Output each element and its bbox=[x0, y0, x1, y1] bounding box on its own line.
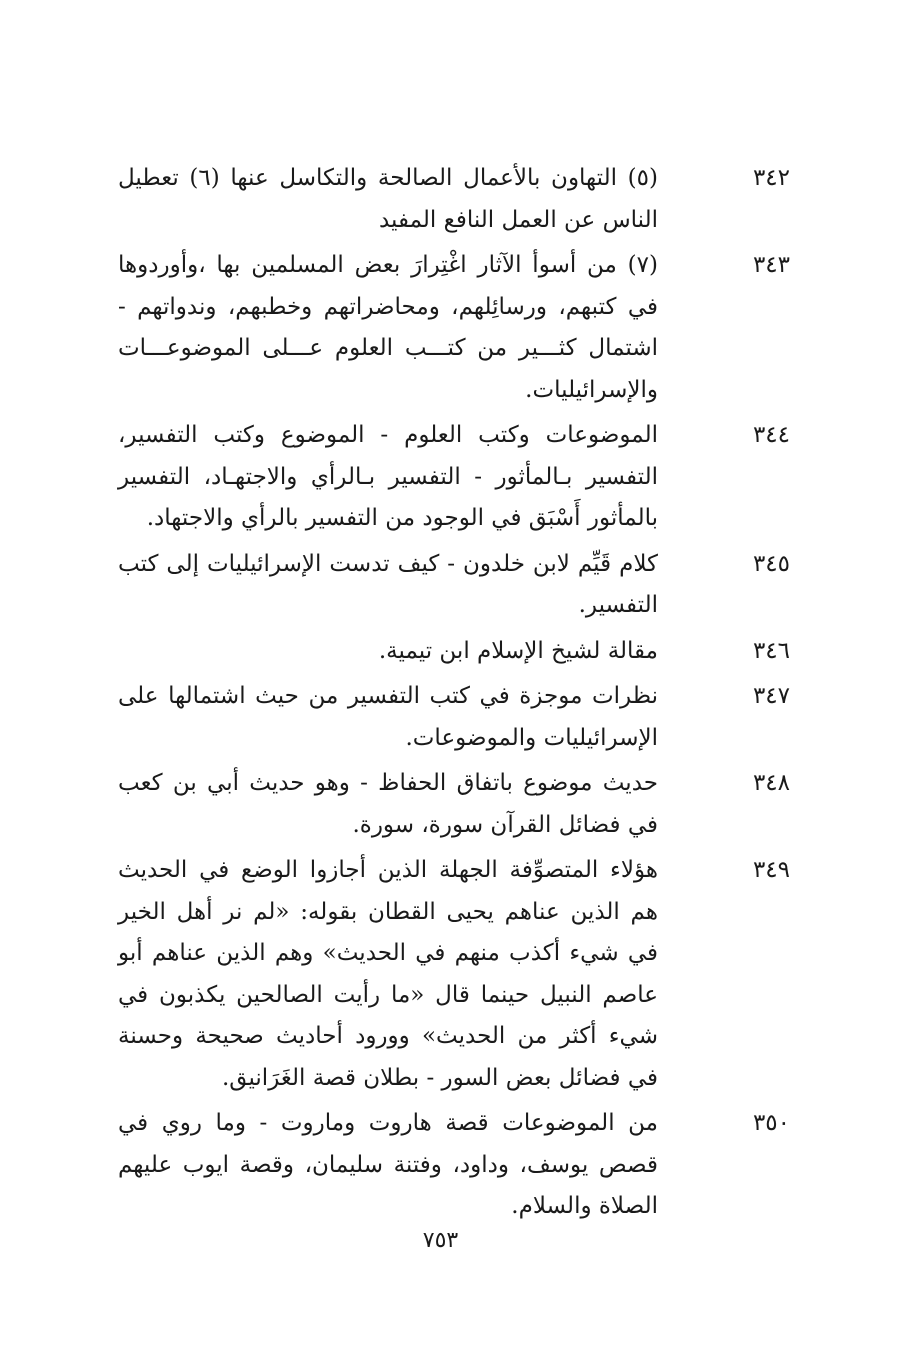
entry-text: حديث موضوع باتفاق الحفاظ - وهو حديث أبي بن كعب في فضائل القرآن سورة، سورة. bbox=[118, 770, 658, 838]
page-number: ٣٤٤ bbox=[752, 422, 790, 448]
list-item bbox=[118, 1103, 798, 1228]
page-number: ٣٤٥ bbox=[752, 550, 790, 577]
page-number: ٣٤٢ bbox=[752, 165, 790, 191]
page-number: ٣٤٧ bbox=[752, 683, 790, 709]
entry-text: نظرات موجزة في كتب التفسير من حيث اشتمالها على الإسرائيليات والموضوعات. bbox=[118, 683, 658, 751]
entry-text: كلام قَيِّم لابن خلدون - كيف تدست الإسرائيليات إلى كتب التفسير. bbox=[118, 550, 658, 618]
list-item bbox=[118, 763, 798, 846]
list-item bbox=[118, 631, 798, 673]
page-number: ٣٥٠ bbox=[752, 1110, 790, 1136]
page-number: ٣٤٩ bbox=[752, 857, 790, 883]
entry-text: الموضوعات وكتب العلوم - الموضوع وكتب التفسير، التفسير بـالمأثور - التفسير بـالرأي والاجتهـاد، التفسير بالمأثور أَسْبَق في الوجود من التفسير بالرأي والاجتهاد. bbox=[118, 422, 658, 531]
list-item bbox=[118, 158, 798, 241]
page-footer-number: ٧٥٣ bbox=[422, 1228, 459, 1253]
entry-text: (٥) التهاون بالأعمال الصالحة والتكاسل عنها (٦) تعطيل الناس عن العمل النافع المفيد bbox=[118, 165, 658, 233]
contents-list bbox=[118, 158, 798, 1232]
entry-text: هؤلاء المتصوِّفة الجهلة الذين أجازوا الوضع في الحديث هم الذين عناهم يحيى القطان بقوله: «لم نر أهل الخير في شيء أكذب منهم في الحديث» وهم الذين عناهم أبو عاصم النبيل حينما قال «ما رأيت الصالحين يكذبون في شيء أكثر من الحديث» وورود أحاديث صحيحة وحسنة في فضائل بعض السور - بطلان قصة الغَرَانيق. bbox=[118, 857, 658, 1091]
page-number: ٣٤٦ bbox=[752, 637, 790, 664]
list-item bbox=[118, 676, 798, 759]
entry-text: (٧) من أسوأ الآثار اغْتِرارَ بعض المسلمين بها ،وأوردوها في كتبهم، ورسائِلهم، ومحاضراتهم وخطبهم، وندواتهم - اشتمال كثـــير من كتـــب العلوم عـــلى الموضوعـــات والإسرائيليات. bbox=[118, 252, 658, 403]
entry-text: من الموضوعات قصة هاروت وماروت - وما روي في قصص يوسف، وداود، وفتنة سليمان، وقصة ايوب عليهم الصلاة والسلام. bbox=[118, 1110, 658, 1219]
list-item bbox=[118, 850, 798, 1099]
list-item bbox=[118, 415, 798, 540]
page-number: ٣٤٨ bbox=[752, 770, 790, 796]
entry-text: مقالة لشيخ الإسلام ابن تيمية. bbox=[378, 637, 658, 664]
list-item bbox=[118, 245, 798, 411]
list-item bbox=[118, 544, 798, 627]
page-number: ٣٤٣ bbox=[752, 252, 790, 278]
